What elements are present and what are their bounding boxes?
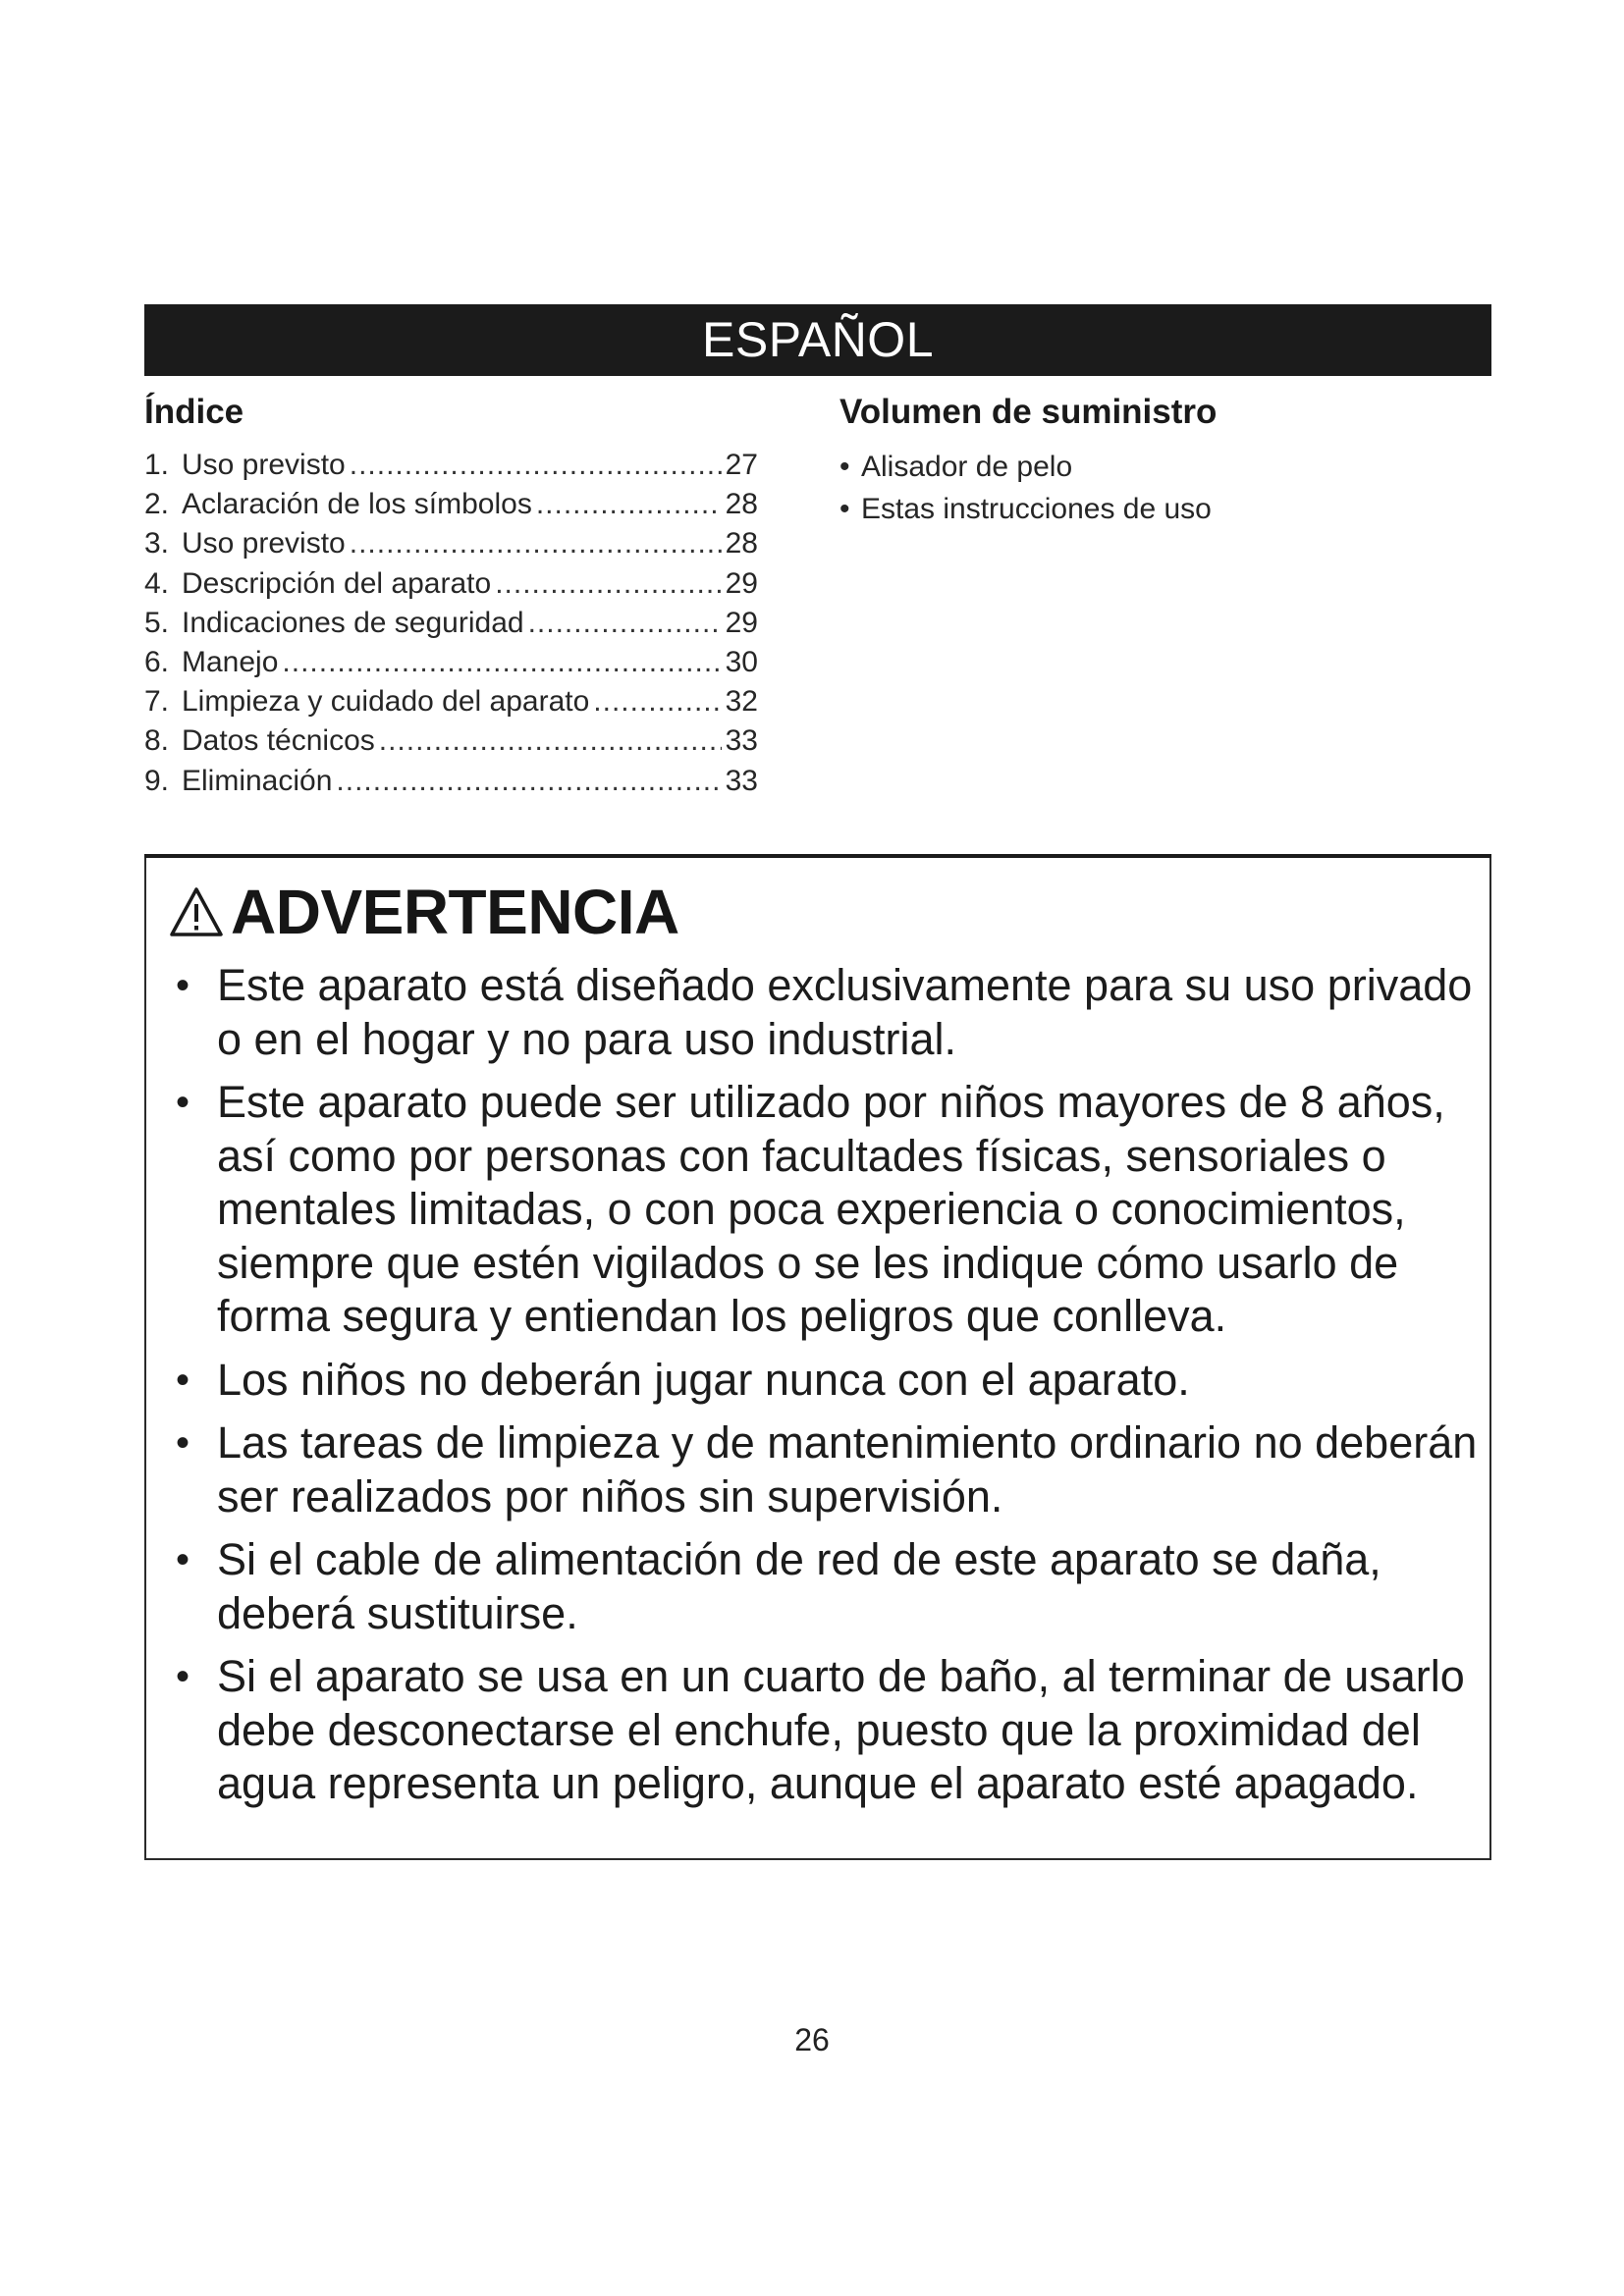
toc-item-title: Manejo xyxy=(182,646,279,679)
supply-heading: Volumen de suministro xyxy=(839,393,1218,431)
toc-item xyxy=(144,524,758,563)
toc-item-number: 4. xyxy=(144,566,170,600)
warning-item-text: Los niños no deberán jugar nunca con el aparato. xyxy=(217,1354,1190,1405)
toc-item-title: Eliminación xyxy=(182,764,333,797)
toc-item-number: 3. xyxy=(144,527,170,561)
toc-item xyxy=(144,762,758,801)
toc-item xyxy=(144,604,758,643)
list-item xyxy=(839,488,1448,530)
list-item xyxy=(166,1076,1482,1344)
toc-item-page: 27 xyxy=(725,449,758,481)
supply-item-text: Estas instrucciones de uso xyxy=(861,493,1212,525)
list-item xyxy=(166,1533,1482,1640)
supply-item-text: Alisador de pelo xyxy=(861,451,1073,483)
page-number: 26 xyxy=(794,2022,830,2057)
toc-item xyxy=(144,643,758,682)
language-banner xyxy=(144,304,1491,376)
toc-item-title: Limpieza y cuidado del aparato xyxy=(182,685,590,719)
warning-item-text: Este aparato está diseñado exclusivamente para su uso privado o en el hogar y no para uso industrial. xyxy=(217,960,1473,1064)
bullet-icon: • xyxy=(176,1538,190,1581)
toc-item-page: 33 xyxy=(725,764,758,797)
toc-item-page: 29 xyxy=(725,606,758,639)
list-item xyxy=(166,1354,1482,1408)
toc-item xyxy=(144,682,758,721)
toc-item-number: 6. xyxy=(144,646,170,679)
toc-item-number: 5. xyxy=(144,606,170,639)
toc-item xyxy=(144,446,758,485)
bullet-icon: • xyxy=(839,493,850,525)
warning-list xyxy=(166,959,1482,1821)
supply-section xyxy=(839,391,1448,530)
warning-item-text: Las tareas de limpieza y de mantenimiento ordinario no deberán ser realizados por niños sin supervisión. xyxy=(217,1417,1478,1522)
toc-dot-leader xyxy=(282,643,721,682)
bullet-icon: • xyxy=(839,451,850,483)
toc-item-title: Uso previsto xyxy=(182,449,346,481)
toc-item-page: 28 xyxy=(725,527,758,561)
toc-item-page: 28 xyxy=(725,488,758,521)
toc-item xyxy=(144,485,758,524)
toc-item-title: Aclaración de los símbolos xyxy=(182,488,532,521)
toc-dot-leader xyxy=(528,604,722,643)
toc-item-page: 32 xyxy=(725,685,758,719)
warning-triangle-icon xyxy=(168,885,225,938)
toc-dot-leader xyxy=(350,524,722,563)
warning-item-text: Este aparato puede ser utilizado por niños mayores de 8 años, así como por personas con facultades físicas, sensoriales o mentales limitadas, o con poca experiencia o conocimientos, siempre que estén vigilados o se les indique cómo usarlo de forma segura y entiendan los peligros que conlleva. xyxy=(217,1077,1445,1341)
toc-item-number: 2. xyxy=(144,488,170,521)
warning-item-text: Si el aparato se usa en un cuarto de baño, al terminar de usarlo debe desconectarse el enchufe, puesto que la proximidad del agua representa un peligro, aunque el aparato esté apagado. xyxy=(217,1651,1465,1808)
toc-item xyxy=(144,721,758,761)
bullet-icon: • xyxy=(176,964,190,1007)
toc-item-number: 7. xyxy=(144,685,170,719)
toc-heading: Índice xyxy=(144,393,244,431)
toc-item-page: 33 xyxy=(725,724,758,758)
toc-dot-leader xyxy=(379,721,722,761)
list-item xyxy=(166,959,1482,1066)
toc-dot-leader xyxy=(350,446,722,485)
bullet-icon: • xyxy=(176,1421,190,1465)
toc-item-number: 8. xyxy=(144,724,170,758)
list-item xyxy=(166,1416,1482,1523)
toc-dot-leader xyxy=(536,485,722,524)
toc-item-page: 30 xyxy=(725,646,758,679)
table-of-contents xyxy=(144,391,758,801)
toc-item xyxy=(144,564,758,604)
toc-item-title: Uso previsto xyxy=(182,527,346,561)
toc-dot-leader xyxy=(593,682,721,721)
warning-title: ADVERTENCIA xyxy=(231,877,679,947)
toc-item-title: Datos técnicos xyxy=(182,724,375,758)
list-item xyxy=(839,446,1448,488)
bullet-icon: • xyxy=(176,1655,190,1698)
toc-item-number: 1. xyxy=(144,449,170,481)
bullet-icon: • xyxy=(176,1081,190,1124)
bullet-icon: • xyxy=(176,1358,190,1402)
list-item xyxy=(166,1650,1482,1811)
warning-box xyxy=(144,854,1491,1860)
toc-dot-leader xyxy=(336,762,721,801)
warning-header xyxy=(168,876,679,948)
warning-item-text: Si el cable de alimentación de red de este aparato se daña, deberá sustituirse. xyxy=(217,1534,1381,1638)
toc-item-page: 29 xyxy=(725,566,758,600)
toc-dot-leader xyxy=(495,564,721,604)
language-title: ESPAÑOL xyxy=(702,312,934,367)
toc-item-number: 9. xyxy=(144,764,170,797)
toc-item-title: Descripción del aparato xyxy=(182,566,492,600)
toc-item-title: Indicaciones de seguridad xyxy=(182,606,524,639)
